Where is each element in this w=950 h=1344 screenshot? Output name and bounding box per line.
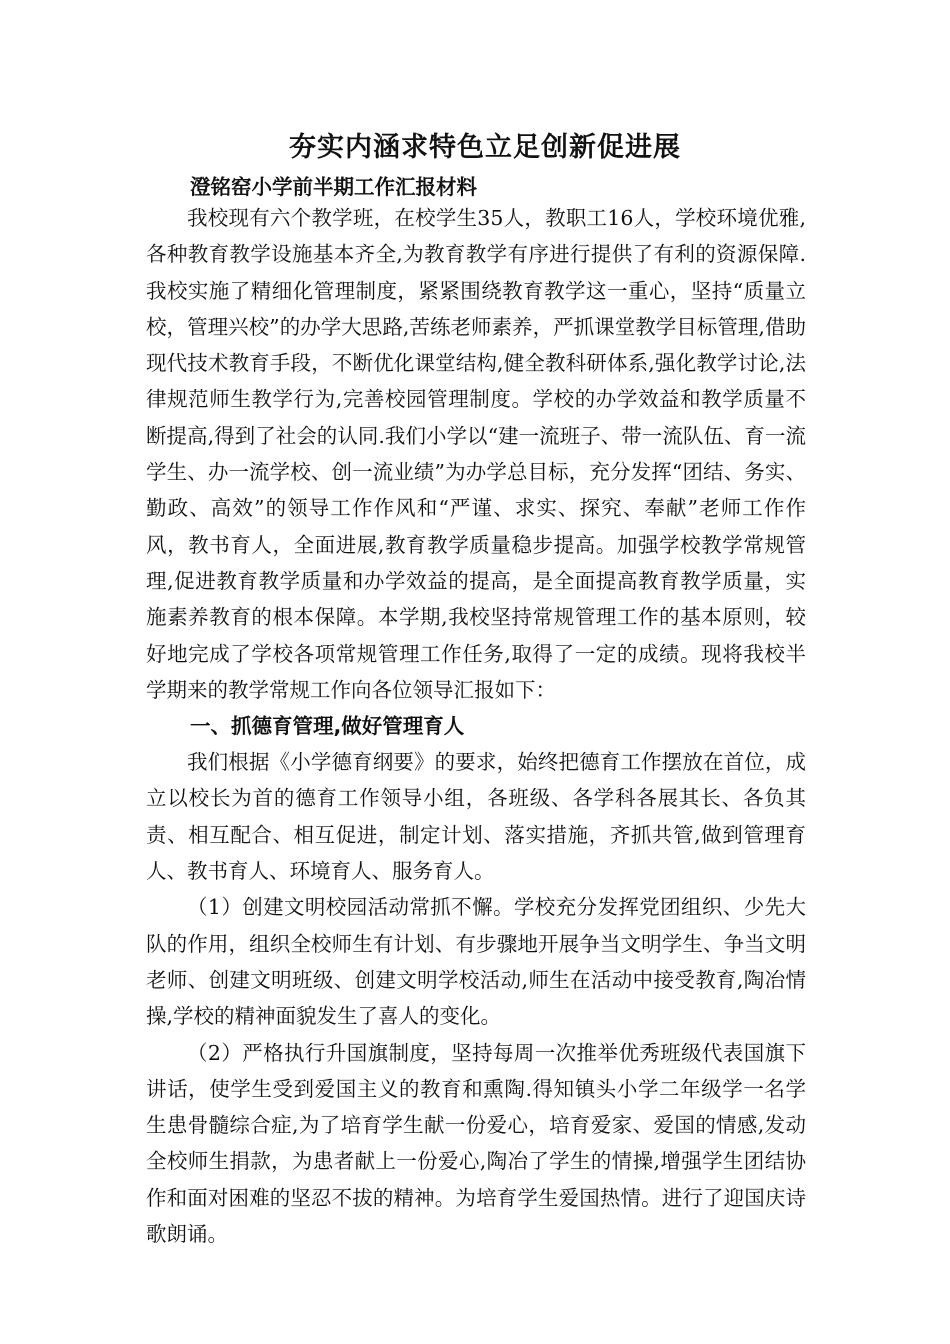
document-subtitle: 澄铭窑小学前半期工作汇报材料 xyxy=(190,175,477,199)
document-body xyxy=(146,200,806,1252)
section-paragraph: （1）创建文明校园活动常抓不懈。学校充分发挥党团组织、少先大队的作用，组织全校师生有计划、有步骤地开展争当文明学生、争当文明老师、创建文明班级、创建文明学校活动,师生在活动中接受教育,陶冶情操,学校的精神面貌发生了喜人的变化。 xyxy=(146,895,806,1029)
document-title: 夯实内涵求特色立足创新促进展 xyxy=(289,132,681,163)
section-heading: 一、抓德育管理,做好管理育人 xyxy=(190,714,465,739)
section-paragraph: 我们根据《小学德育纲要》的要求，始终把德育工作摆放在首位，成立以校长为首的德育工作领导小组，各班级、各学科各展其长、各负其责、相互配合、相互促进，制定计划、落实措施，齐抓共管,做到管理育人、教书育人、环境育人、服务育人。 xyxy=(146,750,806,884)
section-paragraph: （2）严格执行升国旗制度，坚持每周一次推举优秀班级代表国旗下讲话，使学生受到爱国主义的教育和熏陶.得知镇头小学二年级学一名学生患骨髓综合症,为了培育学生献一份爱心，培育爱家、爱国的情感,发动全校师生捐款，为患者献上一份爱心,陶冶了学生的情操,增强学生团结协作和面对困难的坚忍不拔的精神。为培育学生爱国热情。进行了迎国庆诗歌朗诵。 xyxy=(146,1040,806,1247)
intro-paragraph: 我校现有六个教学班，在校学生35人，教职工16人，学校环境优雅,各种教育教学设施基本齐全,为教育教学有序进行提供了有利的资源保障.我校实施了精细化管理制度，紧紧围绕教育教学这一重心，坚持“质量立校，管理兴校”的办学大思路,苦练老师素养，严抓课堂教学目标管理,借助现代技术教育手段，不断优化课堂结构,健全教科研体系,强化教学讨论,法律规范师生教学行为,完善校园管理制度。学校的办学效益和教学质量不断提高,得到了社会的认同.我们小学以“建一流班子、带一流队伍、育一流学生、办一流学校、创一流业绩”为办学总目标，充分发挥“团结、务实、勤政、高效”的领导工作作风和“严谨、求实、探究、奉献”老师工作作风，教书育人，全面进展,教育教学质量稳步提高。加强学校教学常规管理,促进教育教学质量和办学效益的提高，是全面提高教育教学质量，实施素养教育的根本保障。本学期,我校坚持常规管理工作的基本原则，较好地完成了学校各项常规管理工作任务,取得了一定的成绩。现将我校半学期来的教学常规工作向各位领导汇报如下： xyxy=(146,206,806,702)
